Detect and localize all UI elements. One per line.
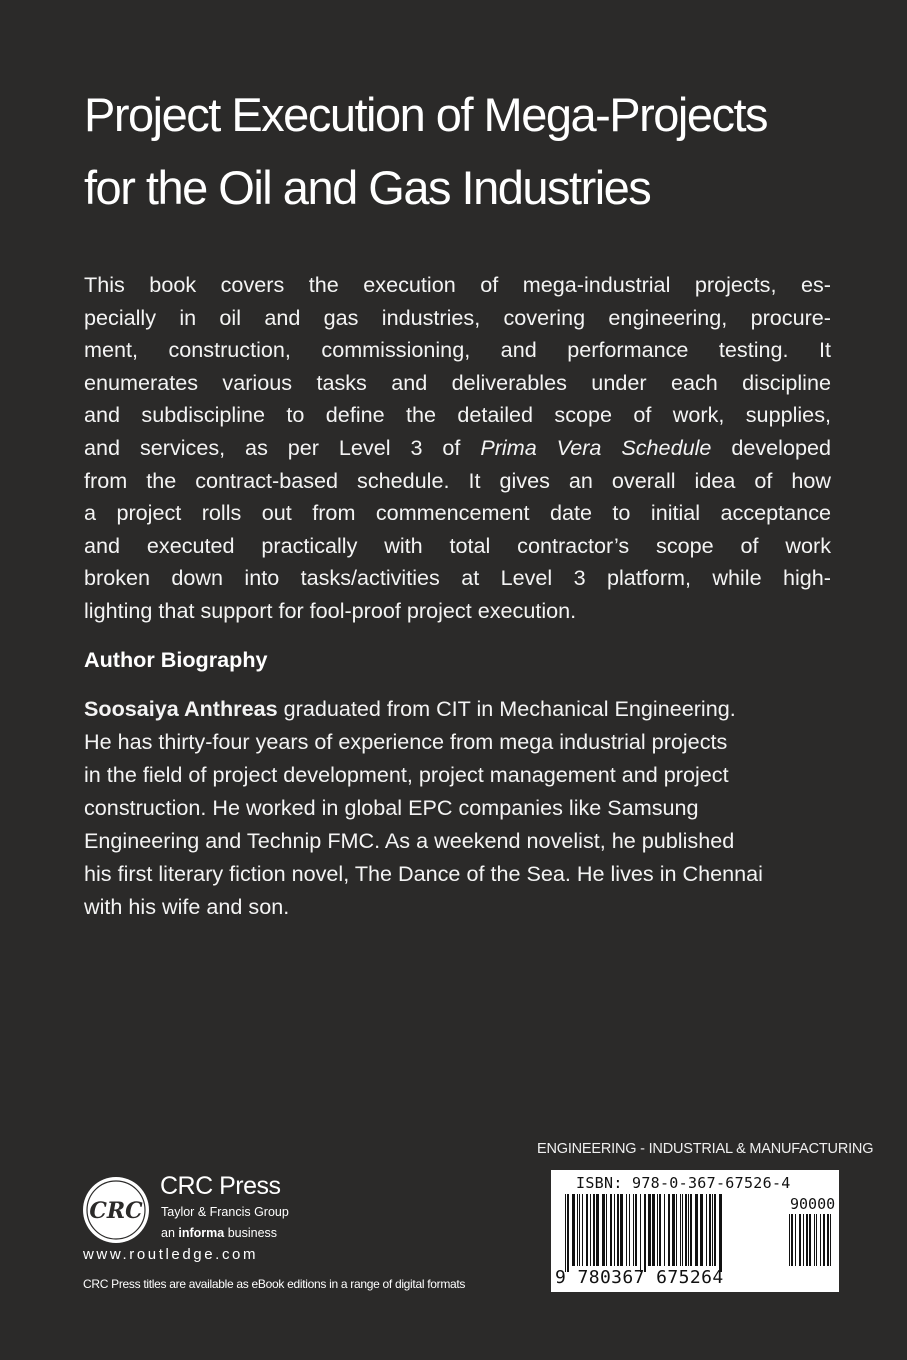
bio-line: He has thirty-four years of experience from mega industrial projects	[84, 729, 728, 754]
barcode-bar	[676, 1194, 677, 1266]
barcode-digits: 9 780367 675264	[555, 1267, 724, 1288]
description-line: from the contract-based schedule. It gives an overall idea of how	[84, 467, 831, 493]
barcode-bar	[668, 1194, 670, 1266]
book-title	[84, 78, 884, 224]
description-line: lighting that support for fool-proof project execution.	[84, 597, 577, 623]
barcode-bar	[659, 1194, 661, 1266]
barcode-bar	[629, 1194, 630, 1266]
description-line-start: and services, as per Level 3 of	[84, 434, 481, 460]
title-line-2: for the Oil and Gas Industries	[84, 161, 651, 214]
barcode-bar	[614, 1194, 615, 1266]
description-line	[84, 432, 831, 465]
barcode-bar	[577, 1194, 578, 1266]
author-bio	[84, 692, 831, 923]
barcode-bar	[799, 1214, 801, 1266]
barcode-bar	[579, 1194, 580, 1266]
barcode-bar	[606, 1194, 607, 1266]
description-line: broken down into tasks/activities at Level 3 platform, while high-	[84, 565, 831, 591]
barcode-bar	[657, 1194, 658, 1266]
barcode-bar	[690, 1194, 692, 1266]
barcode-bar	[809, 1214, 811, 1266]
barcode-bar	[830, 1214, 831, 1266]
barcode-bar	[586, 1194, 588, 1266]
book-description	[84, 269, 831, 628]
barcode-bar	[593, 1194, 595, 1266]
barcode-bar	[795, 1214, 796, 1266]
barcode-bar	[648, 1194, 651, 1266]
description-line: and subdiscipline to define the detailed scope of work, supplies,	[84, 402, 831, 428]
barcode-bar	[672, 1194, 675, 1266]
description-line: enumerates various tasks and deliverables under each discipline	[84, 369, 831, 395]
bio-line-rest: graduated from CIT in Mechanical Engineering.	[277, 696, 736, 721]
logo-text: CRC	[89, 1198, 143, 1224]
description-line-end: developed	[711, 434, 831, 460]
barcode-bar	[680, 1194, 681, 1266]
price-code: 90000	[790, 1195, 836, 1213]
barcode-bar	[814, 1214, 815, 1266]
barcode-bar	[695, 1194, 698, 1266]
barcode-bar	[635, 1194, 637, 1266]
publisher-name: CRC Press	[160, 1172, 281, 1200]
barcode-bar	[664, 1194, 665, 1266]
barcode-bar	[714, 1194, 716, 1266]
barcode-bar	[572, 1194, 575, 1266]
informa-bold: informa	[178, 1226, 225, 1240]
description-line: This book covers the execution of mega-industrial projects, es-	[84, 272, 831, 297]
barcode-bar	[582, 1194, 583, 1266]
barcode-bar	[565, 1194, 566, 1272]
bio-line: in the field of project development, project management and project	[84, 762, 729, 787]
bio-line	[84, 692, 831, 725]
barcode-bar	[617, 1194, 619, 1266]
barcode-bar	[682, 1194, 683, 1266]
barcode-bar	[633, 1194, 634, 1266]
barcode-bar	[806, 1214, 808, 1266]
barcode-bar	[688, 1194, 689, 1266]
informa-suffix: business	[224, 1226, 278, 1240]
barcode-bar	[823, 1214, 825, 1266]
barcode-bar	[791, 1214, 793, 1266]
barcode-bar	[652, 1194, 655, 1266]
barcode-bar	[620, 1194, 623, 1266]
barcode-bar	[610, 1194, 612, 1266]
barcode-bar	[827, 1214, 829, 1266]
barcode-bar	[712, 1194, 713, 1266]
informa-prefix: an	[161, 1226, 179, 1240]
barcode-bar	[789, 1214, 790, 1266]
author-name: Soosaiya Anthreas	[84, 696, 278, 721]
barcode-bar	[596, 1194, 599, 1266]
barcode-bar	[816, 1214, 817, 1266]
italic-term: Prima Vera Schedule	[480, 434, 712, 460]
crc-logo-icon	[82, 1176, 150, 1244]
ebook-note: CRC Press titles are available as eBook editions in a range of digital formats	[83, 1277, 466, 1291]
title-line-1: Project Execution of Mega-Projects	[84, 88, 768, 141]
publisher-informa	[161, 1226, 277, 1240]
barcode-bar	[820, 1214, 821, 1266]
description-line: pecially in oil and gas industries, covering engineering, procure-	[84, 304, 831, 330]
barcode-bar	[640, 1194, 641, 1272]
barcode-bar	[590, 1194, 591, 1266]
bio-line: his first literary fiction novel, The Dance of the Sea. He lives in Chennai	[84, 861, 763, 886]
barcode-bar	[706, 1194, 707, 1266]
barcode-bar	[567, 1194, 569, 1272]
barcode-bar	[602, 1194, 605, 1266]
bio-line: construction. He worked in global EPC companies like Samsung	[84, 795, 699, 820]
barcode-bar	[626, 1194, 627, 1266]
description-line: a project rolls out from commencement date to initial acceptance	[84, 500, 831, 526]
bio-heading: Author Biography	[84, 647, 268, 672]
bio-line: Engineering and Technip FMC. As a weekend novelist, he published	[84, 828, 735, 853]
barcode-bar	[700, 1194, 703, 1266]
barcode-bar	[719, 1194, 722, 1272]
publisher-group: Taylor & Francis Group	[161, 1205, 289, 1219]
isbn-number: ISBN: 978-0-367-67526-4	[576, 1174, 791, 1192]
bio-line: with his wife and son.	[84, 894, 290, 919]
barcode-bar	[709, 1194, 711, 1266]
barcode-bar	[803, 1214, 804, 1266]
publisher-website: www.routledge.com	[83, 1246, 259, 1263]
description-line: ment, construction, commissioning, and performance testing. It	[84, 337, 831, 363]
barcode-bar	[685, 1194, 687, 1266]
subject-category: ENGINEERING - INDUSTRIAL & MANUFACTURING	[537, 1141, 874, 1157]
barcode-bar	[644, 1194, 646, 1272]
description-line: and executed practically with total contractor’s scope of work	[84, 532, 831, 558]
